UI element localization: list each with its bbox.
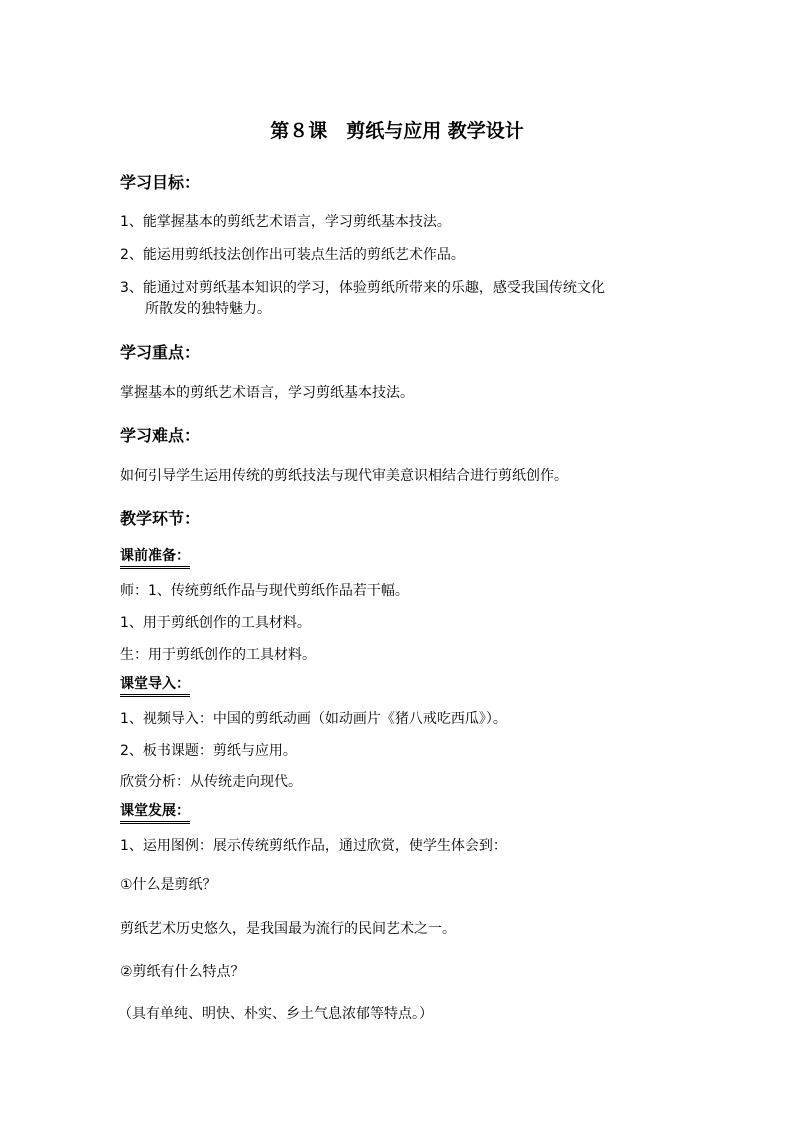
key-points-text: 掌握基本的剪纸艺术语言，学习剪纸基本技法。 <box>120 385 414 401</box>
objective-item: 3、能通过对剪纸基本知识的学习，体验剪纸所带来的乐趣，感受我国传统文化 <box>120 280 605 296</box>
difficulty-text: 如何引导学生运用传统的剪纸技法与现代审美意识相结合进行剪纸创作。 <box>120 468 568 484</box>
development-line: 1、运用图例：展示传统剪纸作品，通过欣赏，使学生体会到： <box>120 838 507 854</box>
intro-line: 欣赏分析：从传统走向现代。 <box>120 774 302 790</box>
development-question: ②剪纸有什么特点？ <box>120 964 245 980</box>
objective-item: 1、能掌握基本的剪纸艺术语言，学习剪纸基本技法。 <box>120 214 451 230</box>
development-heading: 课堂发展： <box>120 803 190 824</box>
teaching-steps-heading: 教学环节： <box>120 509 201 528</box>
prep-line: 师：1、传统剪纸作品与现代剪纸作品若干幅。 <box>120 583 409 599</box>
development-answer: 剪纸艺术历史悠久，是我国最为流行的民间艺术之一。 <box>120 921 456 937</box>
intro-heading: 课堂导入： <box>120 676 190 697</box>
document-title: 第８课 剪纸与应用 教学设计 <box>270 120 524 142</box>
objective-item: 2、能运用剪纸技法创作出可装点生活的剪纸艺术作品。 <box>120 247 465 263</box>
intro-line: 2、板书课题：剪纸与应用。 <box>120 743 297 759</box>
key-points-heading: 学习重点： <box>120 343 201 362</box>
prep-line: 生：用于剪纸创作的工具材料。 <box>120 647 316 663</box>
prep-line: 1、用于剪纸创作的工具材料。 <box>120 615 311 631</box>
development-question: ①什么是剪纸？ <box>120 877 217 893</box>
development-answer: （具有单纯、明快、朴实、乡土气息浓郁等特点。） <box>118 1006 433 1022</box>
difficulty-heading: 学习难点： <box>120 426 201 445</box>
objective-item-continuation: 所散发的独特魅力。 <box>145 301 271 317</box>
intro-line: 1、视频导入：中国的剪纸动画（如动画片《猪八戒吃西瓜》）。 <box>120 711 507 727</box>
objectives-heading: 学习目标： <box>120 173 201 192</box>
prep-heading: 课前准备： <box>120 548 190 569</box>
